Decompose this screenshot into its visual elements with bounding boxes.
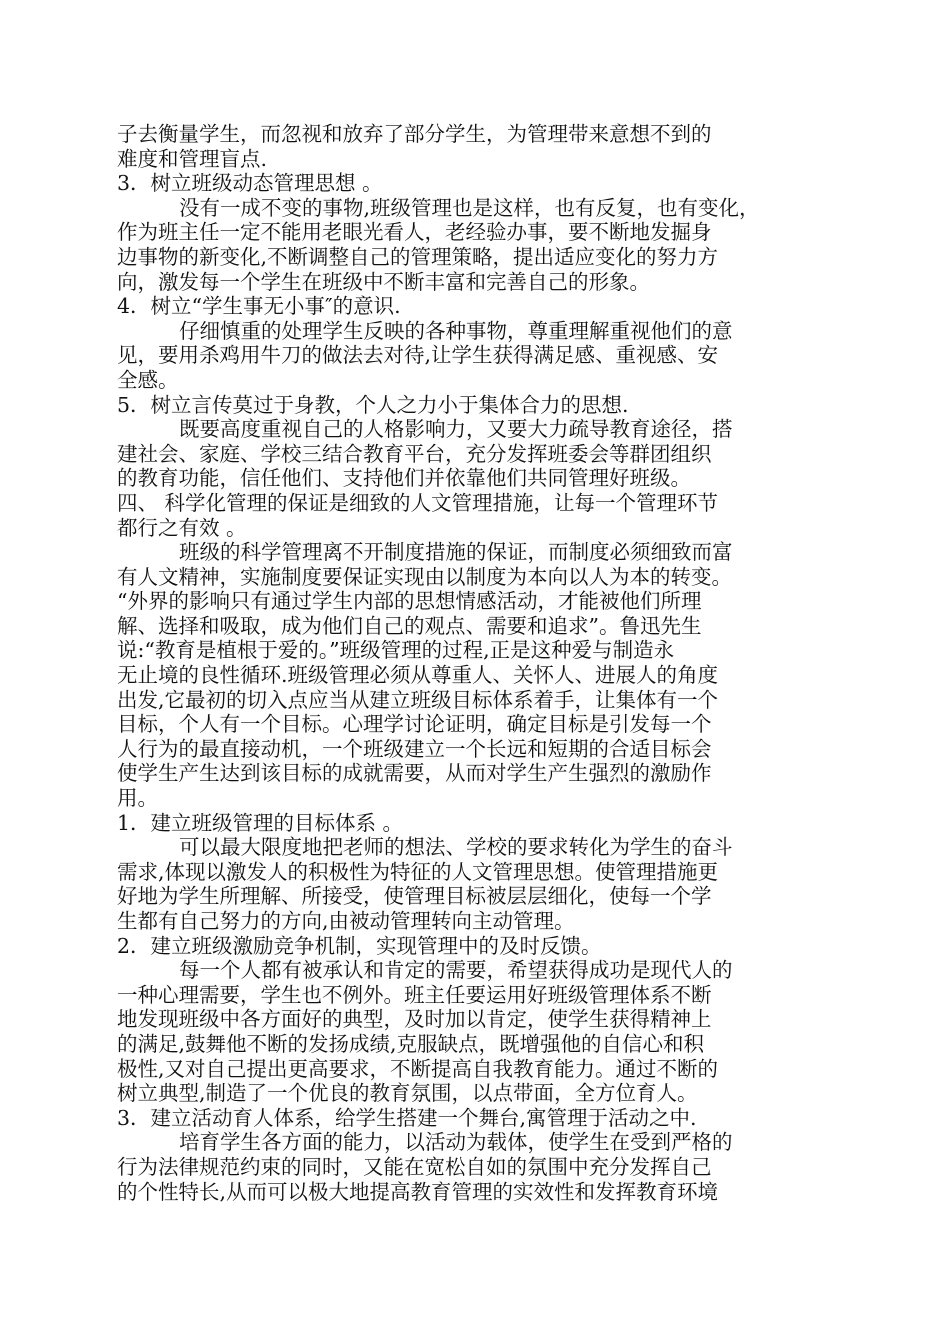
paragraph-first-line: 没有一成不变的事物,班级管理也是这样，也有反复，也有变化， [179, 195, 760, 220]
text-line: 难度和管理盲点. [117, 146, 268, 171]
text-line: “外界的影响只有通过学生内部的思想情感活动，才能被他们所理 [117, 589, 702, 614]
text-line: 用。 [117, 786, 158, 811]
text-line: 一种心理需要，学生也不例外。班主任要运用好班级管理体系不断 [117, 982, 712, 1007]
text-line: 的个性特长,从而可以极大地提高教育管理的实效性和发挥教育环境 [117, 1179, 719, 1204]
paragraph-first-line: 班级的科学管理离不开制度措施的保证，而制度必须细致而富 [179, 540, 733, 565]
document-page [117, 122, 817, 1204]
paragraph-first-line: 每一个人都有被承认和肯定的需要，希望获得成功是现代人的 [179, 958, 733, 983]
text-line: 人行为的最直接动机，一个班级建立一个长远和短期的合适目标会 [117, 736, 712, 761]
text-line: 出发,它最初的切入点应当从建立班级目标体系着手，让集体有一个 [117, 687, 719, 712]
text-line: 3．建立活动育人体系，给学生搭建一个舞台,寓管理于活动之中. [117, 1105, 697, 1130]
text-line: 全感。 [117, 367, 179, 392]
text-line: 的教育功能，信任他们、支持他们并依靠他们共同管理好班级。 [117, 466, 691, 491]
text-line: 无止境的良性循环.班级管理必须从尊重人、关怀人、进展人的角度 [117, 663, 719, 688]
text-line: 行为法律规范约束的同时，又能在宽松自如的氛围中充分发挥自己 [117, 1154, 712, 1179]
text-line: 解、选择和吸取，成为他们自己的观点、需要和追求”。鲁迅先生 [117, 613, 702, 638]
text-line: 极性,又对自己提出更高要求，不断提高自我教育能力。通过不断的 [117, 1056, 719, 1081]
text-line: 边事物的新变化,不断调整自己的管理策略，提出适应变化的努力方 [117, 244, 719, 269]
paragraph-first-line: 可以最大限度地把老师的想法、学校的要求转化为学生的奋斗 [179, 835, 733, 860]
text-line: 生都有自己努力的方向,由被动管理转向主动管理。 [117, 909, 575, 933]
text-line: 2．建立班级激励竞争机制，实现管理中的及时反馈。 [117, 933, 602, 958]
text-line: 的满足,鼓舞他不断的发扬成绩,克服缺点，既增强他的自信心和积 [117, 1031, 705, 1056]
text-line: 作为班主任一定不能用老眼光看人，老经验办事，要不断地发掘身 [117, 220, 712, 245]
text-line: 使学生产生达到该目标的成就需要，从而对学生产生强烈的激励作 [117, 761, 712, 786]
paragraph-first-line: 仔细慎重的处理学生反映的各种事物，尊重理解重视他们的意 [179, 318, 733, 343]
text-line: 3．树立班级动态管理思想 。 [117, 171, 383, 196]
paragraph-first-line: 培育学生各方面的能力，以活动为载体，使学生在受到严格的 [179, 1130, 733, 1155]
text-line: 目标，个人有一个目标。心理学讨论证明，确定目标是引发每一个 [117, 712, 712, 737]
text-line: 四、 科学化管理的保证是细致的人文管理措施，让每一个管理环节 [117, 490, 719, 515]
text-line: 好地为学生所理解、所接受，使管理目标被层层细化，使每一个学 [117, 884, 712, 909]
text-line: 都行之有效 。 [117, 515, 247, 540]
text-line: 建社会、家庭、学校三结合教育平台，充分发挥班委会等群团组织 [117, 441, 712, 466]
text-line: 有人文精神，实施制度要保证实现由以制度为本向以人为本的转变。 [117, 564, 732, 589]
text-line: 向，激发每一个学生在班级中不断丰富和完善自己的形象。 [117, 269, 650, 294]
text-line: 4．树立“学生事无小事″的意识. [117, 294, 401, 319]
text-line: 树立典型,制造了一个优良的教育氛围，以点带面，全方位育人。 [117, 1081, 698, 1106]
text-line: 需求,体现以激发人的积极性为特征的人文管理思想。使管理措施更 [117, 859, 719, 884]
text-line: 1．建立班级管理的目标体系 。 [117, 810, 404, 835]
text-line: 说:“教育是植根于爱的。”班级管理的过程,正是这种爱与制造永 [117, 638, 675, 663]
text-line: 子去衡量学生，而忽视和放弃了部分学生，为管理带来意想不到的 [117, 122, 712, 146]
text-line: 5．树立言传莫过于身教，个人之力小于集体合力的思想. [117, 392, 629, 417]
text-line: 地发现班级中各方面好的典型，及时加以肯定，使学生获得精神上 [117, 1007, 712, 1032]
paragraph-first-line: 既要高度重视自己的人格影响力，又要大力疏导教育途径，搭 [179, 417, 733, 442]
text-line: 见，要用杀鸡用牛刀的做法去对待,让学生获得满足感、重视感、安 [117, 343, 719, 368]
